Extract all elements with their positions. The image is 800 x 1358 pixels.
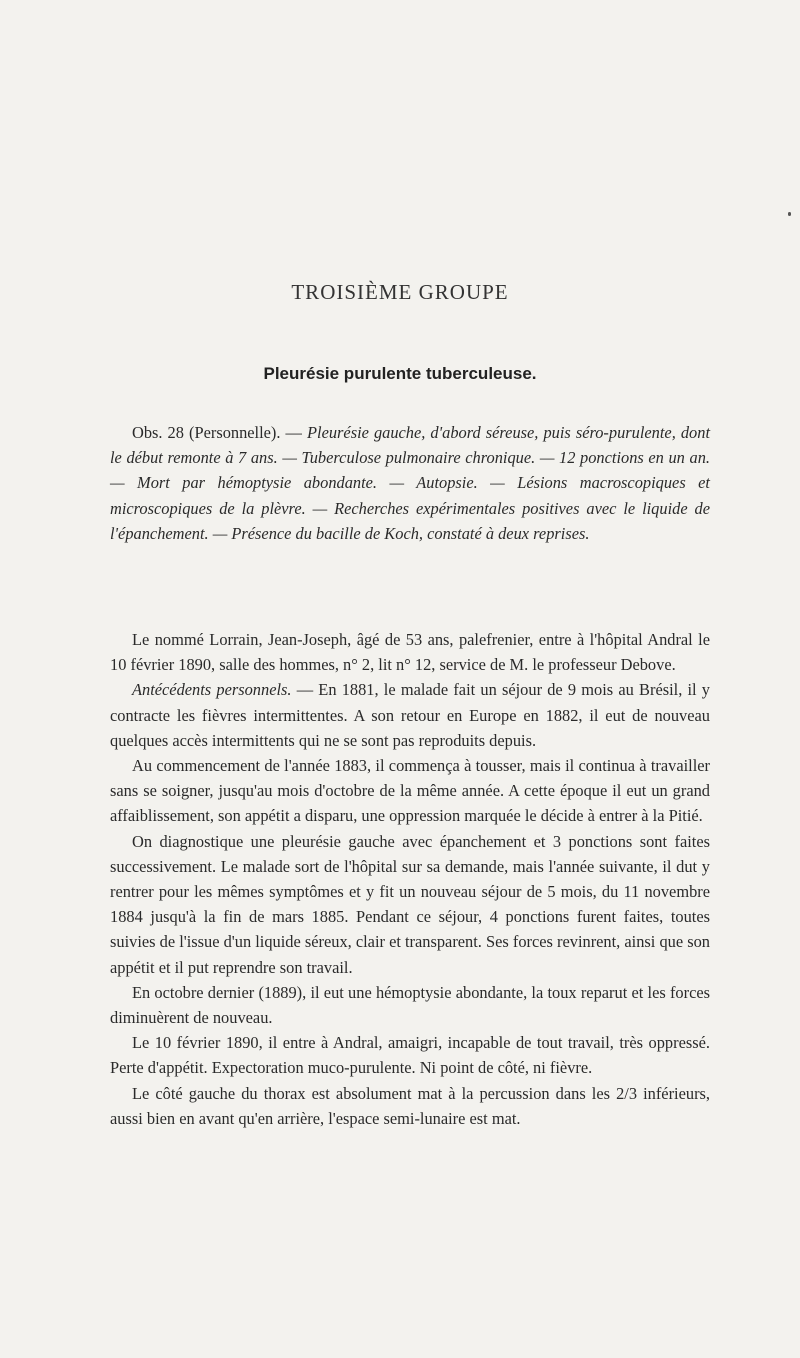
- paragraph-percussion: Le côté gauche du thorax est absolument mat à la percussion dans les 2/3 inférieurs, aussi bien en avant qu'en arrière, l'espace semi-lunaire est mat.: [110, 1083, 710, 1128]
- paragraph-antecedents: [110, 677, 710, 753]
- group-title: TROISIÈME GROUPE: [291, 280, 509, 304]
- observation-lead: Obs. 28 (Personnelle). —: [132, 423, 307, 442]
- paragraph-october-1889: En octobre dernier (1889), il eut une hémoptysie abondante, la toux reparut et les forces diminuèrent de nouveau.: [110, 982, 710, 1028]
- observation-summary-text: Pleurésie gauche, d'abord séreuse, puis séro-purulente, dont le début remonte à 7 ans. — Tuberculose pulmonaire chronique. — 12 ponctions en un an. — Mort par hémoptysie abondante. — Autopsie. — Lésions macroscopiques et microscopiques de la plèvre. — Recherches expérimentales positives avec le liquide de l'épanchement. — Présence du bacille de Koch, constaté à deux reprises.: [110, 423, 711, 543]
- paragraph-patient-admission: Le nommé Lorrain, Jean-Joseph, âgé de 53 ans, palefrenier, entre à l'hôpital Andral le 10 février 1890, salle des hommes, n° 2, lit n° 12, service de M. le professeur Debove.: [110, 630, 710, 675]
- paragraph-february-1890: Le 10 février 1890, il entre à Andral, amaigri, incapable de tout travail, très oppressé. Perte d'appétit. Expectoration muco-purulente. Ni point de côté, ni fièvre.: [110, 1033, 710, 1078]
- section-subtitle: Pleurésie purulente tuberculeuse.: [263, 364, 537, 383]
- antecedents-heading: Antécédents personnels.: [132, 680, 292, 700]
- observation-summary: [110, 420, 710, 546]
- ink-speck: [788, 212, 791, 216]
- paragraph-1883: Au commencement de l'année 1883, il commença à tousser, mais il continua à travailler sans se soigner, jusqu'au mois d'octobre de la même année. A cette époque il eut un grand affaiblissement, son appétit a disparu, une oppression marquée le décide à entrer à la Pitié.: [110, 756, 710, 826]
- paragraph-diagnosis: On diagnostique une pleurésie gauche avec épanchement et 3 ponctions sont faites successivement. Le malade sort de l'hôpital sur sa demande, mais l'année suivante, il dut y rentrer pour les mêmes symptômes et y fit un nouveau séjour de 5 mois, du 11 novembre 1884 jusqu'à la fin de mars 1885. Pendant ce séjour, 4 ponctions furent faites, toutes suivies de l'issue d'un liquide séreux, clair et transparent. Ses forces revinrent, ainsi que son appétit et il put reprendre son travail.: [110, 831, 710, 977]
- observation-paragraph: [110, 420, 710, 546]
- case-body: [110, 627, 710, 1131]
- antecedents-text: — En 1881, le malade fait un séjour de 9 mois au Brésil, il y contracte les fièvres intermittentes. A son retour en Europe en 1882, il eut de nouveau quelques accès intermittents qui ne se sont pas reproduits depuis.: [110, 680, 711, 750]
